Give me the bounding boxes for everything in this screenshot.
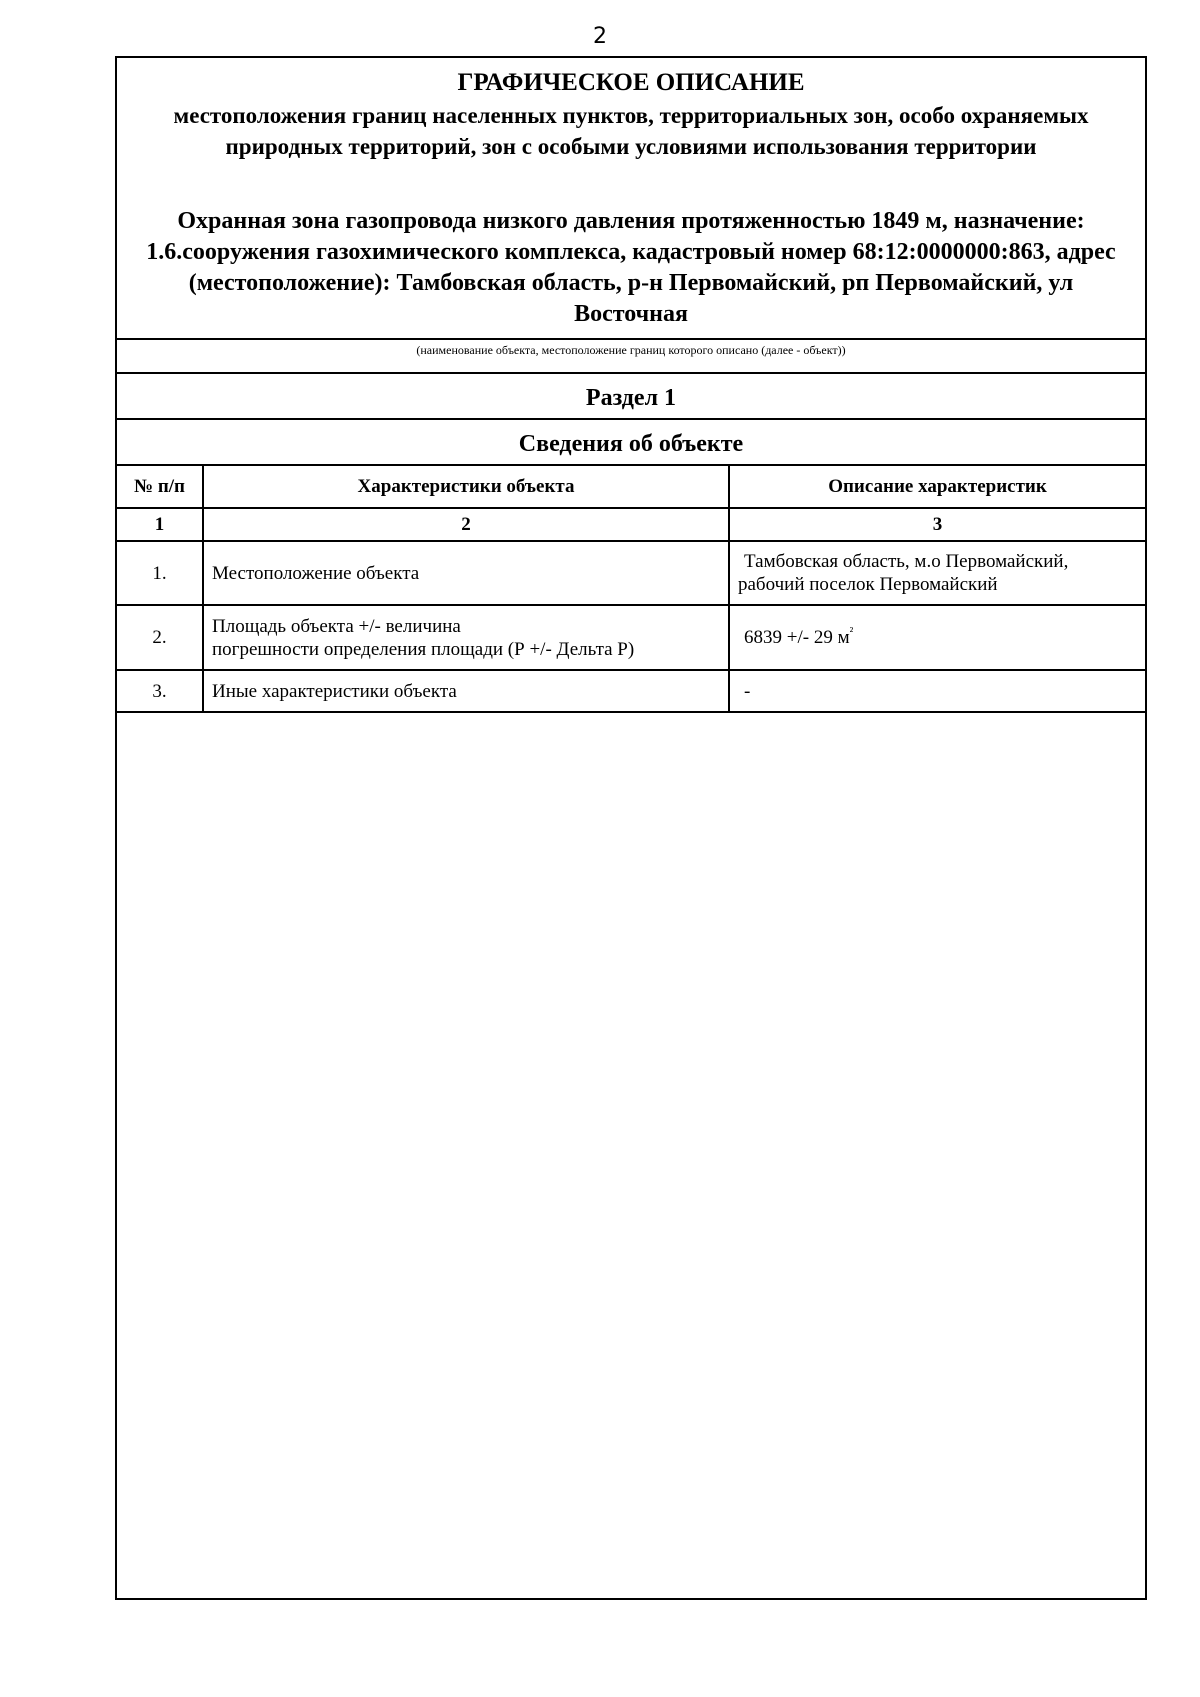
row-number: 2. — [117, 605, 203, 670]
table-column-number-row — [117, 508, 1145, 541]
column-number-cell: 1 — [117, 508, 203, 541]
column-number-cell: 3 — [729, 508, 1145, 541]
row-number: 3. — [117, 670, 203, 712]
divider — [117, 418, 1145, 420]
column-number-cell: 2 — [203, 508, 729, 541]
document-title: ГРАФИЧЕСКОЕ ОПИСАНИЕ — [457, 69, 805, 96]
row-description: - — [729, 670, 1145, 712]
header-cell-characteristic: Характеристики объекта — [203, 465, 729, 508]
object-caption: (наименование объекта, местоположение границ которого описано (далее - объект)) — [416, 343, 846, 357]
object-info-table — [117, 464, 1145, 713]
row-description — [729, 541, 1145, 605]
table-row — [117, 605, 1145, 670]
characteristic-line: Площадь объекта +/- величина — [212, 615, 461, 637]
description-line: рабочий поселок Первомайский — [738, 574, 998, 595]
document-frame — [115, 56, 1147, 1600]
row-description — [729, 605, 1145, 670]
divider — [117, 372, 1145, 374]
page-number: 2 — [593, 24, 607, 49]
header-cell-number: № п/п — [117, 465, 203, 508]
document-subtitle: местоположения границ населенных пунктов, территориальных зон, особо охраняемых природных территорий, зон с особыми условиями использования территории — [173, 103, 1089, 159]
area-value: 6839 +/- 29 м — [744, 627, 850, 648]
section-subtitle: Сведения об объекте — [518, 431, 744, 457]
divider — [117, 338, 1145, 340]
table-header-row — [117, 465, 1145, 508]
table-row — [117, 670, 1145, 712]
section-title: Раздел 1 — [585, 385, 677, 411]
row-characteristic: Местоположение объекта — [203, 541, 729, 605]
description-line: Тамбовская область, м.о Первомайский, — [744, 551, 1069, 572]
header-cell-description: Описание характеристик — [729, 465, 1145, 508]
row-characteristic: Иные характеристики объекта — [203, 670, 729, 712]
characteristic-line: погрешности определения площади (Р +/- Дельта Р) — [212, 638, 635, 660]
document-header — [117, 58, 1145, 340]
area-unit-superscript: ² — [849, 624, 854, 639]
row-characteristic — [203, 605, 729, 670]
object-name: Охранная зона газопровода низкого давления протяженностью 1849 м, назначение: 1.6.сооружения газохимического комплекса, кадастровый номер 68:12:0000000:863, адрес (местоположение): Тамбовская область, р-н Первомайский, рп Первомайский, ул Восточная — [146, 208, 1116, 327]
row-number: 1. — [117, 541, 203, 605]
table-row — [117, 541, 1145, 605]
